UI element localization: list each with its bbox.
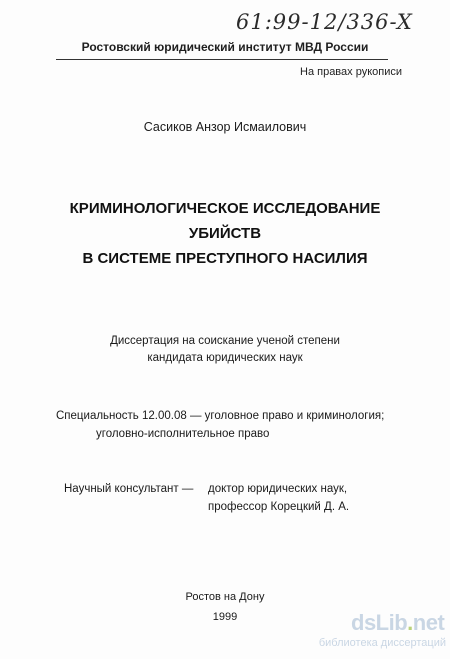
- city: Ростов на Дону: [185, 591, 265, 603]
- watermark-brand-main: dsLib: [351, 610, 408, 635]
- advisor-credentials: [208, 480, 349, 516]
- handwritten-archive-code: 61:99-12/336-X: [236, 10, 413, 34]
- degree-line: кандидата юридических наук: [147, 352, 303, 364]
- specialty-line: Специальность 12.00.08 — уголовное право и криминология;: [56, 410, 385, 422]
- watermark-brand-dot: .: [407, 610, 413, 635]
- watermark-brand-tld: net: [412, 610, 445, 635]
- advisor-role: Научный консультант —: [64, 483, 194, 495]
- watermark-logo: [351, 610, 443, 636]
- advisor-credentials-line: доктор юридических наук,: [208, 483, 348, 495]
- title-line: В СИСТЕМЕ ПРЕСТУПНОГО НАСИЛИЯ: [82, 250, 368, 267]
- degree-statement: [0, 333, 450, 367]
- watermark-subtitle: библиотека диссертаций: [318, 637, 446, 649]
- specialty-line: уголовно-исполнительное право: [96, 428, 270, 440]
- year: 1999: [212, 611, 238, 623]
- specialty-statement: [56, 407, 426, 443]
- title-line: КРИМИНОЛОГИЧЕСКОЕ ИССЛЕДОВАНИЕ: [69, 200, 381, 217]
- title-line: УБИЙСТВ: [188, 225, 262, 242]
- degree-line: Диссертация на соискание ученой степени: [110, 335, 340, 347]
- institute-divider: [56, 59, 388, 60]
- advisor-credentials-line: профессор Корецкий Д. А.: [208, 501, 350, 513]
- dissertation-title: [20, 196, 430, 271]
- rights-note: На правах рукописи: [300, 66, 402, 78]
- author-name: Сасиков Анзор Исмаилович: [143, 120, 307, 134]
- institute-name: Ростовский юридический институт МВД России: [81, 40, 369, 54]
